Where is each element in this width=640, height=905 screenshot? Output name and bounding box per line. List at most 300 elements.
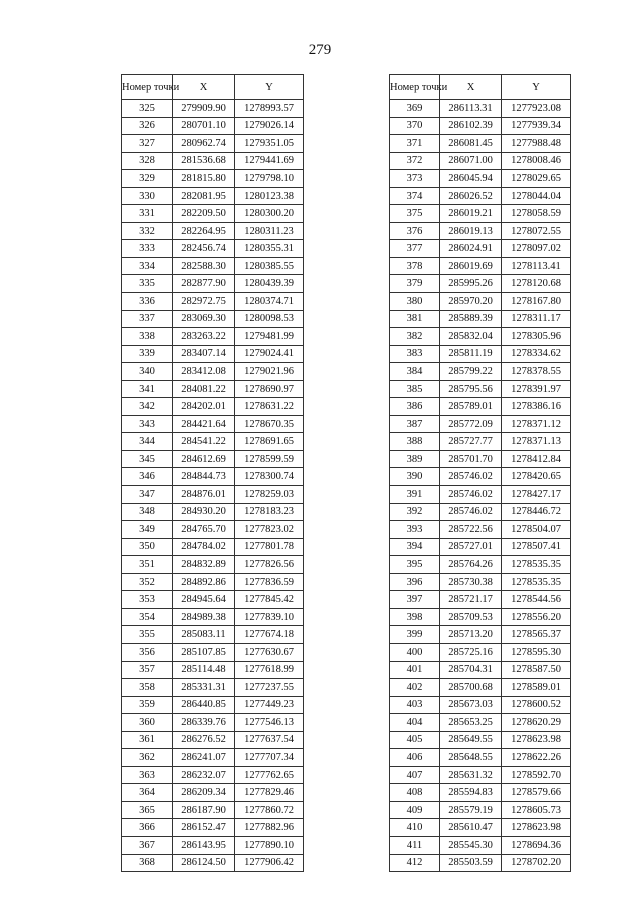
- cell-y: 1278305.96: [502, 328, 571, 346]
- cell-x: 284081.22: [173, 380, 235, 398]
- header-y: Y: [502, 75, 571, 100]
- cell-x: 284945.64: [173, 591, 235, 609]
- cell-point-number: 377: [390, 240, 440, 258]
- cell-y: 1278446.72: [502, 503, 571, 521]
- table-body: [122, 100, 304, 872]
- table-row: [390, 679, 571, 697]
- cell-y: 1277939.34: [502, 117, 571, 135]
- cell-point-number: 334: [122, 257, 173, 275]
- cell-y: 1278300.74: [235, 468, 304, 486]
- cell-point-number: 371: [390, 135, 440, 153]
- cell-point-number: 392: [390, 503, 440, 521]
- header-point-number: Номер точки: [122, 75, 173, 100]
- table-row: [122, 854, 304, 872]
- cell-point-number: 383: [390, 345, 440, 363]
- cell-x: 279909.90: [173, 100, 235, 118]
- table-row: [122, 152, 304, 170]
- cell-point-number: 330: [122, 187, 173, 205]
- cell-x: 285995.26: [440, 275, 502, 293]
- table-row: [390, 328, 571, 346]
- cell-point-number: 344: [122, 433, 173, 451]
- table-row: [122, 275, 304, 293]
- cell-y: 1278535.35: [502, 556, 571, 574]
- cell-y: 1280300.20: [235, 205, 304, 223]
- cell-x: 285799.22: [440, 363, 502, 381]
- table-row: [122, 521, 304, 539]
- cell-y: 1280123.38: [235, 187, 304, 205]
- cell-y: 1280098.53: [235, 310, 304, 328]
- cell-point-number: 411: [390, 836, 440, 854]
- cell-y: 1278259.03: [235, 486, 304, 504]
- cell-point-number: 407: [390, 766, 440, 784]
- table-row: [122, 784, 304, 802]
- cell-y: 1278029.65: [502, 170, 571, 188]
- cell-point-number: 370: [390, 117, 440, 135]
- cell-x: 286024.91: [440, 240, 502, 258]
- cell-x: 285610.47: [440, 819, 502, 837]
- table-row: [390, 538, 571, 556]
- cell-x: 285746.02: [440, 503, 502, 521]
- table-row: [122, 363, 304, 381]
- table-row: [122, 100, 304, 118]
- cell-y: 1280355.31: [235, 240, 304, 258]
- cell-y: 1280374.71: [235, 293, 304, 311]
- cell-y: 1278579.66: [502, 784, 571, 802]
- cell-point-number: 398: [390, 608, 440, 626]
- table-row: [390, 661, 571, 679]
- cell-x: 285764.26: [440, 556, 502, 574]
- cell-point-number: 396: [390, 573, 440, 591]
- table-header-row: [390, 75, 571, 100]
- cell-point-number: 328: [122, 152, 173, 170]
- table-row: [122, 415, 304, 433]
- cell-y: 1277674.18: [235, 626, 304, 644]
- cell-point-number: 326: [122, 117, 173, 135]
- table-row: [122, 766, 304, 784]
- cell-x: 285832.04: [440, 328, 502, 346]
- cell-x: 286113.31: [440, 100, 502, 118]
- cell-y: 1278595.30: [502, 643, 571, 661]
- cell-point-number: 379: [390, 275, 440, 293]
- cell-point-number: 385: [390, 380, 440, 398]
- cell-point-number: 384: [390, 363, 440, 381]
- cell-point-number: 354: [122, 608, 173, 626]
- cell-y: 1278670.35: [235, 415, 304, 433]
- table-row: [122, 468, 304, 486]
- cell-point-number: 361: [122, 731, 173, 749]
- table-row: [122, 538, 304, 556]
- cell-x: 284421.64: [173, 415, 235, 433]
- cell-y: 1278334.62: [502, 345, 571, 363]
- cell-y: 1278620.29: [502, 714, 571, 732]
- table-row: [390, 205, 571, 223]
- table-row: [390, 521, 571, 539]
- table-row: [390, 608, 571, 626]
- cell-x: 285713.20: [440, 626, 502, 644]
- cell-y: 1278592.70: [502, 766, 571, 784]
- cell-point-number: 368: [122, 854, 173, 872]
- table-row: [390, 222, 571, 240]
- table-row: [122, 222, 304, 240]
- cell-x: 284541.22: [173, 433, 235, 451]
- cell-point-number: 389: [390, 450, 440, 468]
- cell-y: 1279026.14: [235, 117, 304, 135]
- cell-point-number: 347: [122, 486, 173, 504]
- cell-x: 285746.02: [440, 486, 502, 504]
- table-row: [122, 328, 304, 346]
- cell-y: 1278694.36: [502, 836, 571, 854]
- cell-point-number: 325: [122, 100, 173, 118]
- cell-point-number: 391: [390, 486, 440, 504]
- cell-x: 284876.01: [173, 486, 235, 504]
- cell-y: 1277826.56: [235, 556, 304, 574]
- cell-point-number: 352: [122, 573, 173, 591]
- table-row: [390, 556, 571, 574]
- cell-y: 1277860.72: [235, 801, 304, 819]
- cell-x: 286152.47: [173, 819, 235, 837]
- cell-y: 1277546.13: [235, 714, 304, 732]
- table-row: [122, 398, 304, 416]
- cell-point-number: 386: [390, 398, 440, 416]
- table-row: [390, 854, 571, 872]
- cell-point-number: 403: [390, 696, 440, 714]
- cell-x: 285789.01: [440, 398, 502, 416]
- cell-point-number: 337: [122, 310, 173, 328]
- cell-point-number: 394: [390, 538, 440, 556]
- coordinates-table-left: [121, 74, 304, 872]
- cell-x: 281815.80: [173, 170, 235, 188]
- cell-y: 1277801.78: [235, 538, 304, 556]
- cell-y: 1278044.04: [502, 187, 571, 205]
- cell-x: 285727.01: [440, 538, 502, 556]
- cell-y: 1277449.23: [235, 696, 304, 714]
- cell-point-number: 406: [390, 749, 440, 767]
- table-row: [122, 257, 304, 275]
- cell-y: 1280385.55: [235, 257, 304, 275]
- cell-y: 1279441.69: [235, 152, 304, 170]
- cell-point-number: 388: [390, 433, 440, 451]
- cell-x: 285503.59: [440, 854, 502, 872]
- cell-point-number: 375: [390, 205, 440, 223]
- cell-y: 1280311.23: [235, 222, 304, 240]
- cell-y: 1278120.68: [502, 275, 571, 293]
- table-body: [390, 100, 571, 872]
- cell-point-number: 339: [122, 345, 173, 363]
- cell-x: 284930.20: [173, 503, 235, 521]
- table-row: [122, 591, 304, 609]
- cell-y: 1278378.55: [502, 363, 571, 381]
- table-row: [390, 766, 571, 784]
- cell-x: 284844.73: [173, 468, 235, 486]
- cell-x: 285725.16: [440, 643, 502, 661]
- table-row: [122, 117, 304, 135]
- cell-x: 285700.68: [440, 679, 502, 697]
- cell-point-number: 356: [122, 643, 173, 661]
- cell-y: 1278167.80: [502, 293, 571, 311]
- cell-point-number: 408: [390, 784, 440, 802]
- cell-x: 286241.07: [173, 749, 235, 767]
- cell-x: 286276.52: [173, 731, 235, 749]
- cell-y: 1278507.41: [502, 538, 571, 556]
- cell-point-number: 364: [122, 784, 173, 802]
- cell-x: 285545.30: [440, 836, 502, 854]
- cell-x: 285889.39: [440, 310, 502, 328]
- cell-point-number: 353: [122, 591, 173, 609]
- cell-x: 283407.14: [173, 345, 235, 363]
- table-row: [390, 731, 571, 749]
- cell-point-number: 357: [122, 661, 173, 679]
- table-row: [122, 486, 304, 504]
- cell-y: 1278600.52: [502, 696, 571, 714]
- cell-y: 1277845.42: [235, 591, 304, 609]
- cell-point-number: 332: [122, 222, 173, 240]
- cell-point-number: 404: [390, 714, 440, 732]
- cell-x: 285649.55: [440, 731, 502, 749]
- cell-y: 1277762.65: [235, 766, 304, 784]
- cell-y: 1279021.96: [235, 363, 304, 381]
- cell-x: 286026.52: [440, 187, 502, 205]
- table-row: [390, 626, 571, 644]
- cell-point-number: 333: [122, 240, 173, 258]
- table-row: [390, 310, 571, 328]
- table-row: [390, 170, 571, 188]
- cell-point-number: 372: [390, 152, 440, 170]
- cell-point-number: 369: [390, 100, 440, 118]
- cell-y: 1277906.42: [235, 854, 304, 872]
- cell-x: 284892.86: [173, 573, 235, 591]
- cell-y: 1278391.97: [502, 380, 571, 398]
- table-row: [122, 503, 304, 521]
- cell-point-number: 342: [122, 398, 173, 416]
- table-row: [122, 135, 304, 153]
- table-row: [122, 749, 304, 767]
- cell-point-number: 376: [390, 222, 440, 240]
- cell-x: 284784.02: [173, 538, 235, 556]
- cell-x: 286124.50: [173, 854, 235, 872]
- cell-point-number: 367: [122, 836, 173, 854]
- cell-point-number: 374: [390, 187, 440, 205]
- table-row: [122, 731, 304, 749]
- cell-x: 284989.38: [173, 608, 235, 626]
- table-row: [122, 556, 304, 574]
- cell-y: 1278058.59: [502, 205, 571, 223]
- cell-point-number: 399: [390, 626, 440, 644]
- cell-point-number: 329: [122, 170, 173, 188]
- cell-point-number: 358: [122, 679, 173, 697]
- table-row: [390, 486, 571, 504]
- cell-y: 1278691.65: [235, 433, 304, 451]
- table-row: [122, 696, 304, 714]
- cell-point-number: 378: [390, 257, 440, 275]
- cell-x: 283412.08: [173, 363, 235, 381]
- cell-point-number: 405: [390, 731, 440, 749]
- cell-point-number: 340: [122, 363, 173, 381]
- cell-y: 1278544.56: [502, 591, 571, 609]
- cell-y: 1278556.20: [502, 608, 571, 626]
- cell-x: 285811.19: [440, 345, 502, 363]
- table-row: [390, 714, 571, 732]
- page-number: 279: [308, 42, 332, 58]
- table-row: [390, 468, 571, 486]
- table-row: [122, 187, 304, 205]
- cell-point-number: 359: [122, 696, 173, 714]
- cell-point-number: 338: [122, 328, 173, 346]
- cell-y: 1278622.26: [502, 749, 571, 767]
- cell-x: 285795.56: [440, 380, 502, 398]
- cell-x: 286187.90: [173, 801, 235, 819]
- cell-y: 1277618.99: [235, 661, 304, 679]
- cell-point-number: 397: [390, 591, 440, 609]
- table-row: [390, 433, 571, 451]
- cell-y: 1278008.46: [502, 152, 571, 170]
- cell-y: 1278599.59: [235, 450, 304, 468]
- cell-y: 1278412.84: [502, 450, 571, 468]
- cell-y: 1278113.41: [502, 257, 571, 275]
- table-row: [390, 591, 571, 609]
- cell-point-number: 336: [122, 293, 173, 311]
- cell-y: 1278587.50: [502, 661, 571, 679]
- table-row: [122, 679, 304, 697]
- cell-point-number: 373: [390, 170, 440, 188]
- cell-point-number: 401: [390, 661, 440, 679]
- table-row: [122, 661, 304, 679]
- cell-point-number: 365: [122, 801, 173, 819]
- table-row: [390, 398, 571, 416]
- cell-y: 1280439.39: [235, 275, 304, 293]
- cell-x: 282877.90: [173, 275, 235, 293]
- cell-x: 286209.34: [173, 784, 235, 802]
- table-row: [122, 714, 304, 732]
- table-row: [390, 573, 571, 591]
- cell-x: 285727.77: [440, 433, 502, 451]
- cell-y: 1278565.37: [502, 626, 571, 644]
- cell-point-number: 402: [390, 679, 440, 697]
- table-row: [122, 345, 304, 363]
- cell-point-number: 387: [390, 415, 440, 433]
- cell-x: 284832.89: [173, 556, 235, 574]
- cell-x: 284612.69: [173, 450, 235, 468]
- cell-x: 285730.38: [440, 573, 502, 591]
- cell-y: 1278097.02: [502, 240, 571, 258]
- cell-x: 286019.69: [440, 257, 502, 275]
- table-header-row: [122, 75, 304, 100]
- table-row: [390, 135, 571, 153]
- cell-y: 1278993.57: [235, 100, 304, 118]
- table-row: [122, 310, 304, 328]
- cell-x: 282972.75: [173, 293, 235, 311]
- cell-x: 285704.31: [440, 661, 502, 679]
- cell-x: 285746.02: [440, 468, 502, 486]
- table-row: [390, 503, 571, 521]
- cell-x: 283263.22: [173, 328, 235, 346]
- cell-point-number: 341: [122, 380, 173, 398]
- cell-x: 285083.11: [173, 626, 235, 644]
- cell-x: 286019.21: [440, 205, 502, 223]
- header-point-number: Номер точки: [390, 75, 440, 100]
- cell-point-number: 412: [390, 854, 440, 872]
- cell-x: 285772.09: [440, 415, 502, 433]
- cell-y: 1278420.65: [502, 468, 571, 486]
- cell-y: 1279351.05: [235, 135, 304, 153]
- cell-point-number: 362: [122, 749, 173, 767]
- cell-point-number: 393: [390, 521, 440, 539]
- table-row: [122, 433, 304, 451]
- cell-y: 1278427.17: [502, 486, 571, 504]
- cell-y: 1279798.10: [235, 170, 304, 188]
- table-row: [390, 784, 571, 802]
- table-row: [122, 380, 304, 398]
- cell-y: 1278371.13: [502, 433, 571, 451]
- table-row: [122, 573, 304, 591]
- cell-y: 1278371.12: [502, 415, 571, 433]
- cell-y: 1278605.73: [502, 801, 571, 819]
- cell-x: 282081.95: [173, 187, 235, 205]
- cell-x: 285653.25: [440, 714, 502, 732]
- table-row: [390, 696, 571, 714]
- header-x: X: [173, 75, 235, 100]
- table-row: [390, 240, 571, 258]
- table-row: [390, 801, 571, 819]
- table-row: [390, 380, 571, 398]
- cell-x: 284202.01: [173, 398, 235, 416]
- cell-point-number: 410: [390, 819, 440, 837]
- cell-x: 286339.76: [173, 714, 235, 732]
- cell-x: 283069.30: [173, 310, 235, 328]
- table-row: [390, 836, 571, 854]
- cell-x: 286232.07: [173, 766, 235, 784]
- cell-y: 1278183.23: [235, 503, 304, 521]
- cell-y: 1278386.16: [502, 398, 571, 416]
- cell-x: 280962.74: [173, 135, 235, 153]
- cell-x: 285579.19: [440, 801, 502, 819]
- table-row: [390, 257, 571, 275]
- table-row: [390, 187, 571, 205]
- cell-point-number: 395: [390, 556, 440, 574]
- cell-x: 280701.10: [173, 117, 235, 135]
- table-row: [390, 643, 571, 661]
- cell-y: 1277890.10: [235, 836, 304, 854]
- cell-point-number: 400: [390, 643, 440, 661]
- coordinates-table-right: [389, 74, 571, 872]
- cell-x: 286143.95: [173, 836, 235, 854]
- cell-y: 1278311.17: [502, 310, 571, 328]
- table-row: [390, 152, 571, 170]
- table-row: [122, 450, 304, 468]
- cell-y: 1278072.55: [502, 222, 571, 240]
- table-row: [122, 293, 304, 311]
- cell-y: 1277839.10: [235, 608, 304, 626]
- table-row: [122, 608, 304, 626]
- cell-x: 282209.50: [173, 205, 235, 223]
- table-row: [390, 293, 571, 311]
- cell-y: 1279024.41: [235, 345, 304, 363]
- header-x: X: [440, 75, 502, 100]
- table-row: [122, 801, 304, 819]
- cell-point-number: 355: [122, 626, 173, 644]
- cell-point-number: 327: [122, 135, 173, 153]
- table-row: [122, 205, 304, 223]
- cell-x: 286440.85: [173, 696, 235, 714]
- cell-x: 285107.85: [173, 643, 235, 661]
- cell-x: 285631.32: [440, 766, 502, 784]
- cell-point-number: 345: [122, 450, 173, 468]
- cell-y: 1277237.55: [235, 679, 304, 697]
- cell-y: 1278504.07: [502, 521, 571, 539]
- table-row: [122, 240, 304, 258]
- cell-x: 286019.13: [440, 222, 502, 240]
- table-row: [390, 415, 571, 433]
- cell-x: 282456.74: [173, 240, 235, 258]
